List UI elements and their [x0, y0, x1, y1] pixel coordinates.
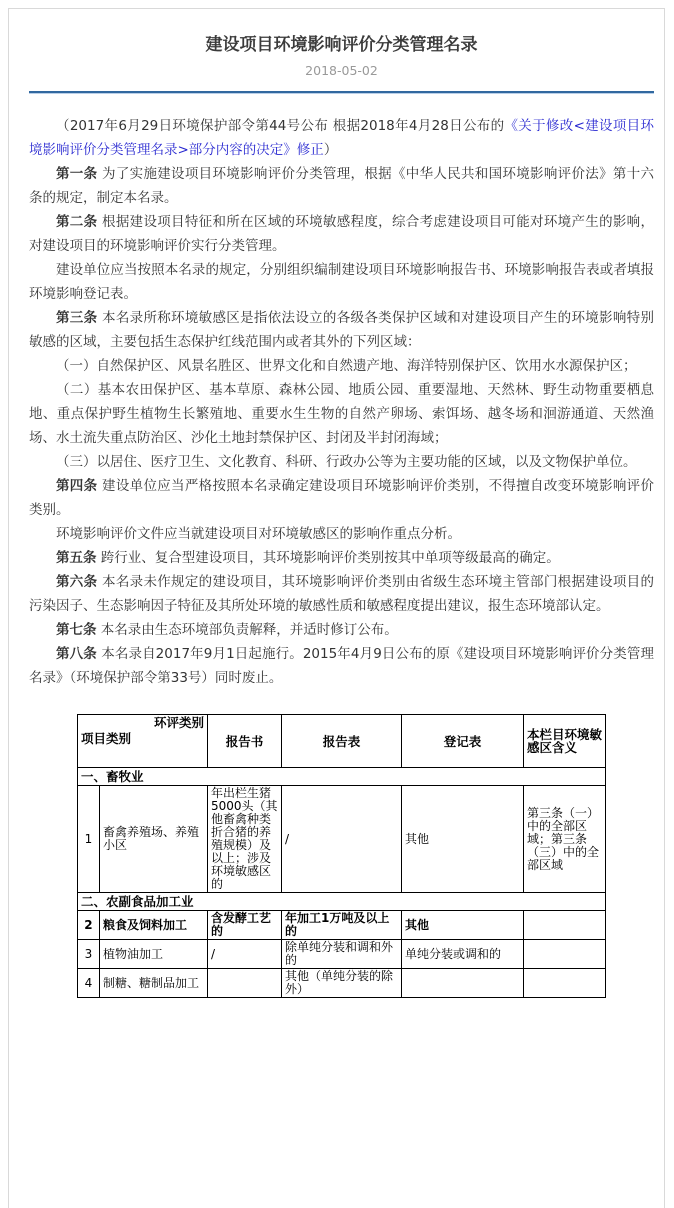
cell-sensitive [524, 969, 606, 998]
cell-sensitive [524, 911, 606, 940]
article-number: 第一条 [56, 166, 98, 182]
cell-report-form: 年加工1万吨及以上的 [282, 911, 402, 940]
cell-num: 2 [77, 911, 99, 940]
paragraph: 第三条 本名录所称环境敏感区是指依法设立的各级各类保护区域和对建设项目产生的环境影响特别敏感的区域，主要包括生态保护红线范围内或者其外的下列区域： [29, 310, 654, 350]
document-card [8, 8, 665, 1208]
section-row [77, 893, 605, 911]
amendment-decision-link[interactable]: 《关于修改<建设项目环境影响评价分类管理名录>部分内容的决定》修正 [29, 118, 655, 158]
paragraph: 建设单位应当按照本名录的规定，分别组织编制建设项目环境影响报告书、环境影响报告表或者填报环境影响登记表。 [29, 262, 654, 302]
cell-num: 4 [77, 969, 99, 998]
paragraph: 第八条 本名录自2017年9月1日起施行。2015年4月9日公布的原《建设项目环境影响评价分类管理名录》（环境保护部令第33号）同时废止。 [29, 646, 654, 686]
table-row [77, 911, 605, 940]
header-cell: 本栏目环境敏感区含义 [524, 715, 606, 768]
classification-table [77, 714, 606, 998]
cell-report-book [208, 969, 282, 998]
publish-date: 2018-05-02 [305, 63, 378, 78]
cell-num: 1 [77, 786, 99, 893]
paragraph [29, 114, 654, 162]
section-label: 一、畜牧业 [77, 768, 605, 786]
cell-project: 植物油加工 [99, 940, 207, 969]
article-number: 第四条 [56, 478, 98, 494]
paragraph: （二）基本农田保护区、基本草原、森林公园、地质公园、重要湿地、天然林、野生动物重要栖息地、重点保护野生植物生长繁殖地、重要水生生物的自然产卵场、索饵场、越冬场和洄游通道、天然渔场、水土流失重点防治区、沙化土地封禁保护区、封闭及半封闭海域； [29, 382, 654, 446]
paragraph: （三）以居住、医疗卫生、文化教育、科研、行政办公等为主要功能的区域，以及文物保护单位。 [56, 454, 637, 470]
article-number: 第八条 [56, 646, 97, 662]
cell-sensitive [524, 940, 606, 969]
paragraph: 第一条 为了实施建设项目环境影响评价分类管理，根据《中华人民共和国环境影响评价法》第十六条的规定，制定本名录。 [29, 166, 654, 206]
table-row [77, 940, 605, 969]
cell-report-form: 除单纯分装和调和外的 [282, 940, 402, 969]
paragraph: 环境影响评价文件应当就建设项目对环境敏感区的影响作重点分析。 [56, 526, 461, 542]
table-header-row [77, 715, 605, 768]
header-corner-cell [77, 715, 207, 768]
cell-report-form: 其他（单纯分装的除外） [282, 969, 402, 998]
page-title: 建设项目环境影响评价分类管理名录 [205, 35, 478, 55]
cell-project: 粮食及饲料加工 [99, 911, 207, 940]
header-project-category-label: 项目类别 [80, 731, 131, 746]
paragraph: 第六条 本名录未作规定的建设项目，其环境影响评价类别由省级生态环境主管部门根据建设项目的污染因子、生态影响因子特征及其所处环境的敏感性质和敏感程度提出建议，报生态环境部认定。 [29, 574, 654, 614]
paragraph: 第四条 建设单位应当严格按照本名录确定建设项目环境影响评价类别，不得擅自改变环境影响评价类别。 [29, 478, 654, 518]
section-label: 二、农副食品加工业 [77, 893, 605, 911]
table-row [77, 786, 605, 893]
article-body [29, 114, 654, 690]
article-number: 第三条 [56, 310, 98, 326]
title-divider [29, 91, 654, 94]
article-number: 第五条 [56, 550, 97, 566]
cell-register-form: 单纯分装或调和的 [402, 940, 524, 969]
paragraph: （一）自然保护区、风景名胜区、世界文化和自然遗产地、海洋特别保护区、饮用水水源保护区； [56, 358, 637, 374]
cell-report-book: 含发酵工艺的 [208, 911, 282, 940]
cell-register-form [402, 969, 524, 998]
cell-report-book: 年出栏生猪5000头（其他畜禽种类折合猪的养殖规模）及以上；涉及环境敏感区的 [208, 786, 282, 893]
article-number: 第七条 [56, 622, 97, 638]
cell-num: 3 [77, 940, 99, 969]
corner-labels [81, 716, 204, 766]
header-cell: 报告表 [282, 715, 402, 768]
article-number: 第二条 [56, 214, 98, 230]
cell-project: 畜禽养殖场、养殖小区 [99, 786, 207, 893]
header-eia-category-label: 环评类别 [153, 715, 204, 730]
header-cell: 报告书 [208, 715, 282, 768]
cell-register-form: 其他 [402, 786, 524, 893]
cell-report-form: / [282, 786, 402, 893]
paragraph: 第七条 本名录由生态环境部负责解释，并适时修订公布。 [56, 622, 398, 638]
paragraph: 第二条 根据建设项目特征和所在区域的环境敏感程度，综合考虑建设项目可能对环境产生的影响，对建设项目的环境影响评价实行分类管理。 [29, 214, 654, 254]
cell-report-book: / [208, 940, 282, 969]
paragraph: 第五条 跨行业、复合型建设项目，其环境影响评价类别按其中单项等级最高的确定。 [56, 550, 560, 566]
header-cell: 登记表 [402, 715, 524, 768]
cell-register-form: 其他 [402, 911, 524, 940]
paragraph-text: （2017年6月29日环境保护部令第44号公布 根据2018年4月28日公布的 [56, 118, 505, 134]
paragraph-text: ） [323, 142, 338, 158]
cell-sensitive: 第三条（一）中的全部区域；第三条（三）中的全部区域 [524, 786, 606, 893]
article-number: 第六条 [56, 574, 98, 590]
table-row [77, 969, 605, 998]
cell-project: 制糖、糖制品加工 [99, 969, 207, 998]
section-row [77, 768, 605, 786]
